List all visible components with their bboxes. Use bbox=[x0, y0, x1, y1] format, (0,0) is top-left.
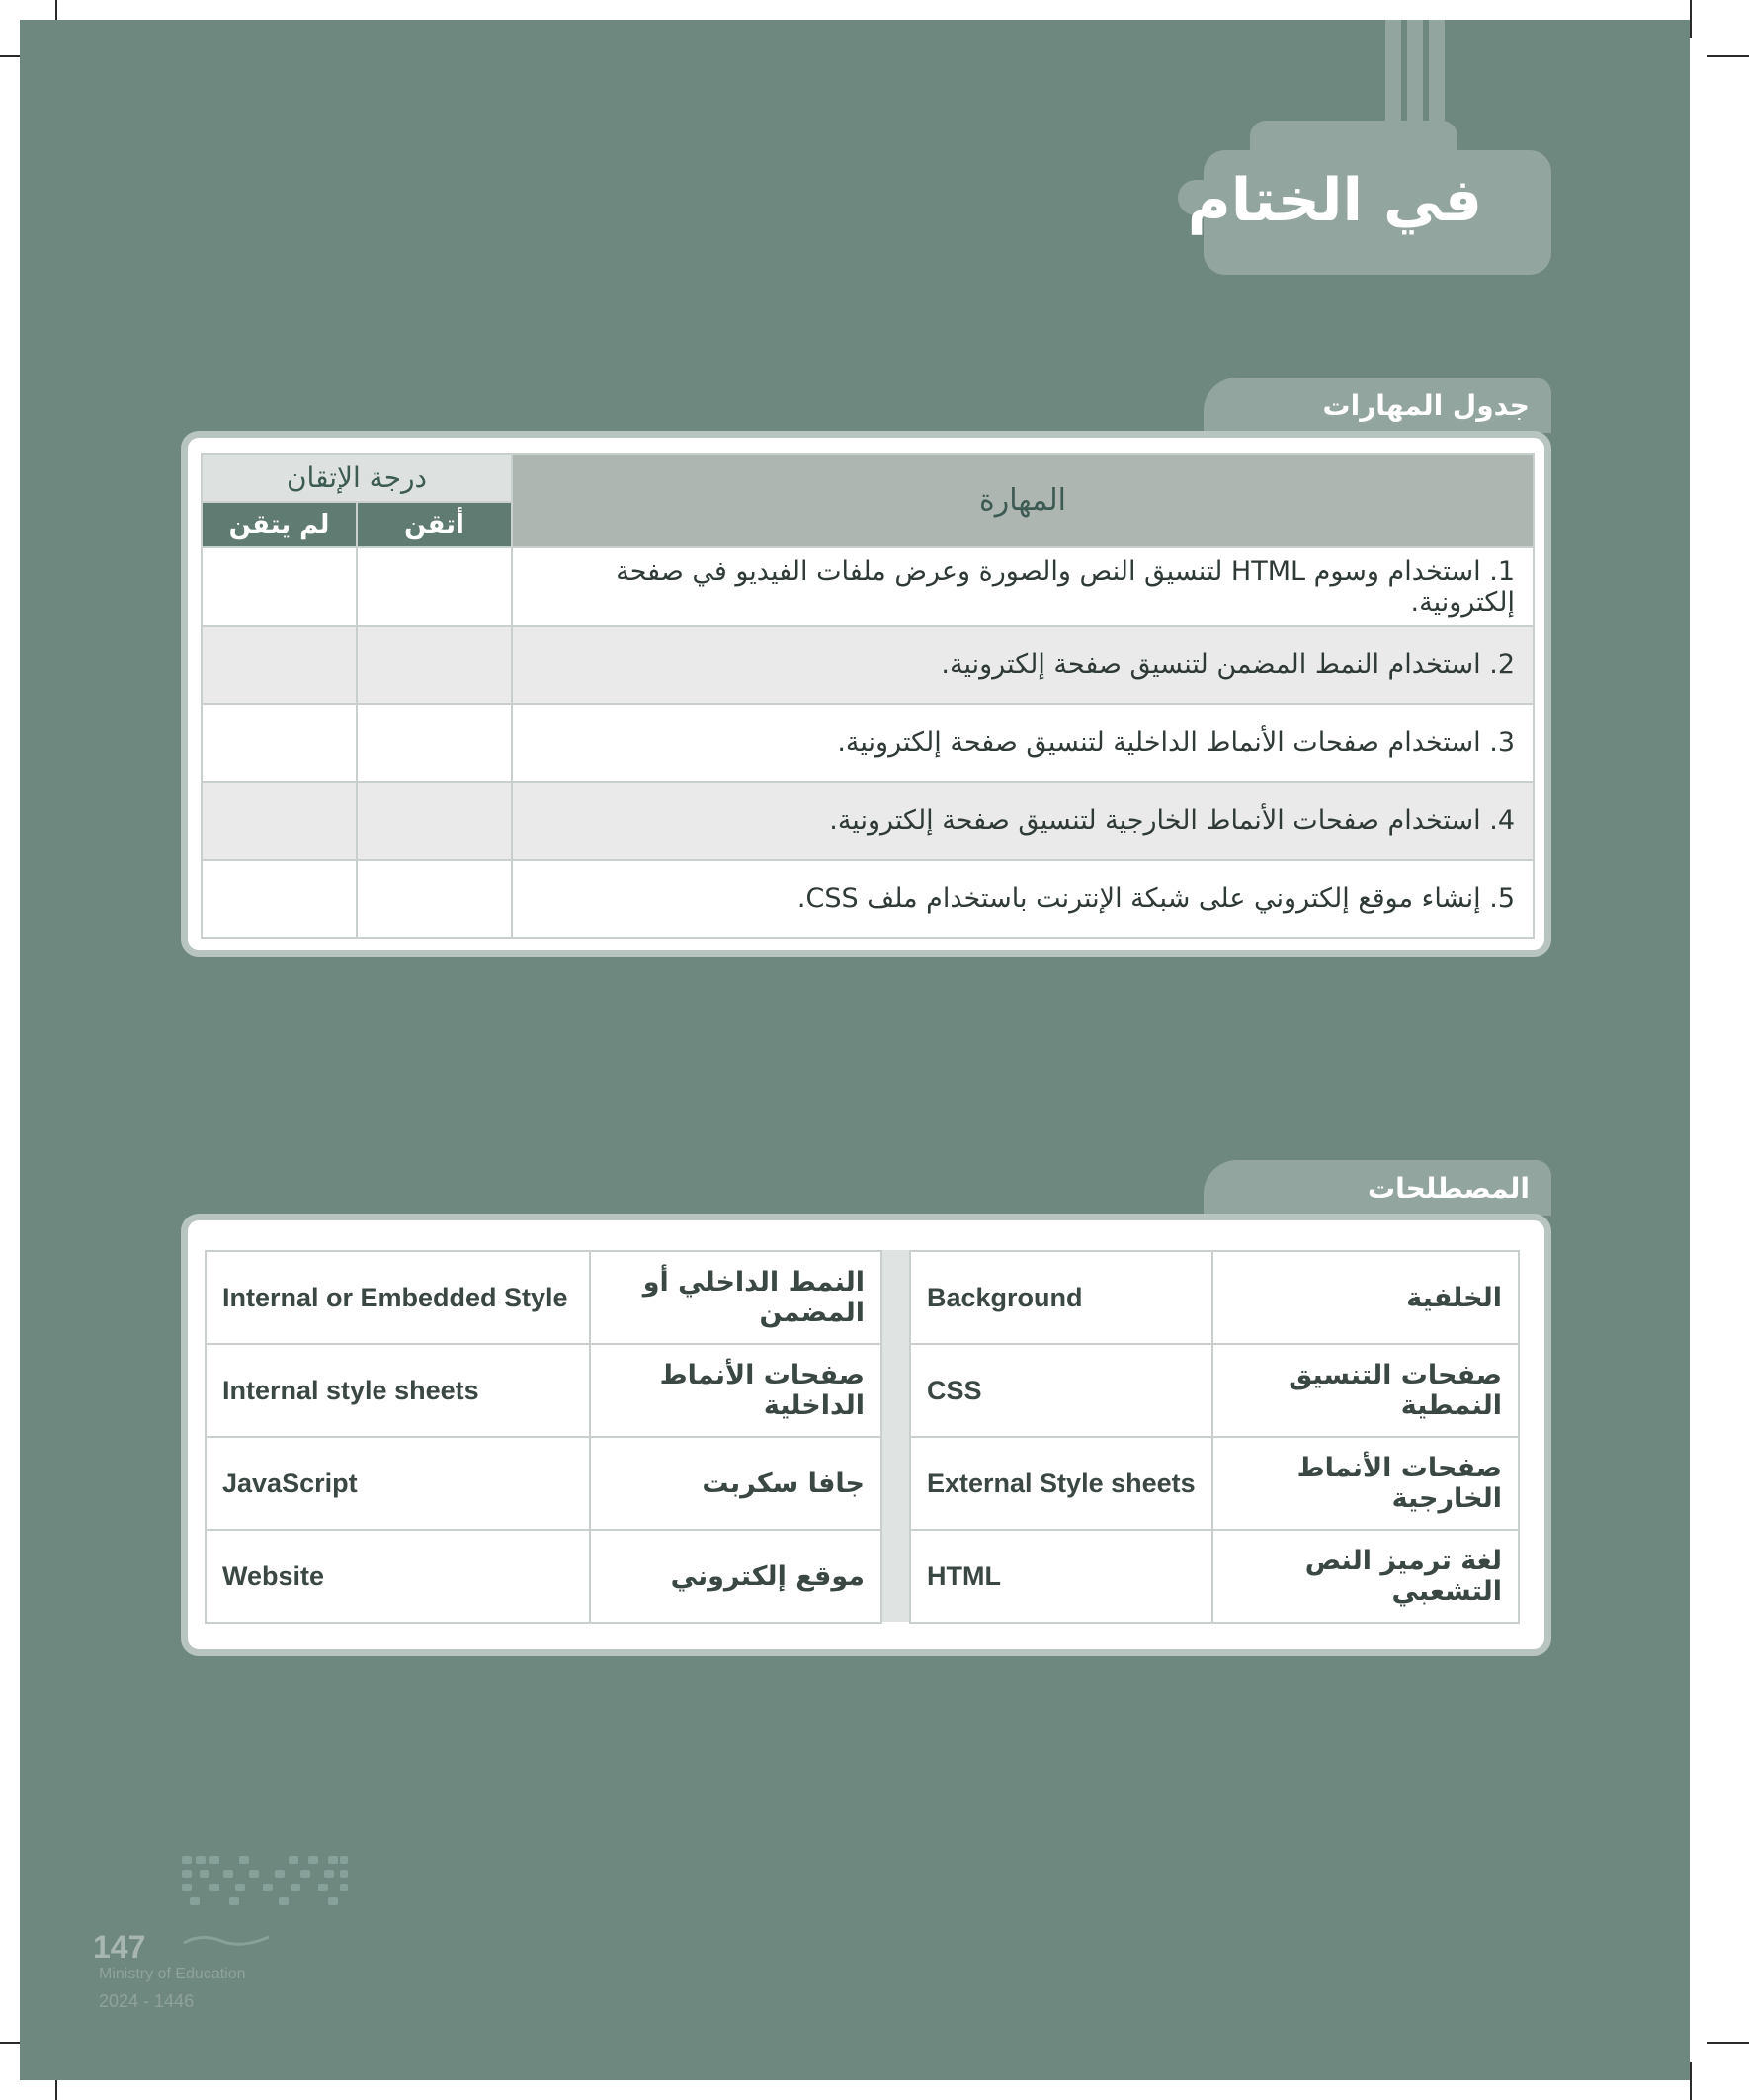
hanger-bar bbox=[1429, 20, 1445, 128]
skills-table bbox=[201, 453, 1535, 939]
term-english: HTML bbox=[910, 1530, 1212, 1623]
terms-card bbox=[181, 1214, 1551, 1656]
mastered-checkbox-cell[interactable] bbox=[357, 782, 512, 860]
terms-section-title: المصطلحات bbox=[1204, 1160, 1551, 1216]
term-english: JavaScript bbox=[206, 1437, 590, 1530]
terms-table-right bbox=[909, 1250, 1520, 1624]
skill-cell: 5. إنشاء موقع إلكتروني على شبكة الإنترنت باستخدام ملف CSS. bbox=[512, 860, 1534, 938]
term-row bbox=[910, 1251, 1519, 1344]
skills-card bbox=[181, 431, 1551, 957]
ministry-logo-icon bbox=[180, 1854, 350, 1907]
term-english: External Style sheets bbox=[910, 1437, 1212, 1530]
table-row bbox=[202, 782, 1534, 860]
not-mastered-checkbox-cell[interactable] bbox=[202, 547, 357, 626]
skill-cell: 3. استخدام صفحات الأنماط الداخلية لتنسيق صفحة إلكترونية. bbox=[512, 704, 1534, 782]
skill-cell: 2. استخدام النمط المضمن لتنسيق صفحة إلكترونية. bbox=[512, 626, 1534, 704]
term-arabic: النمط الداخلي أو المضمن bbox=[590, 1251, 881, 1344]
table-row bbox=[202, 547, 1534, 626]
not-mastered-checkbox-cell[interactable] bbox=[202, 626, 357, 704]
term-arabic: جافا سكربت bbox=[590, 1437, 881, 1530]
not-mastered-column-header: لم يتقن bbox=[202, 502, 357, 547]
term-row bbox=[910, 1437, 1519, 1530]
crop-mark bbox=[1690, 0, 1692, 38]
term-english: Internal or Embedded Style bbox=[206, 1251, 590, 1344]
term-row bbox=[206, 1251, 881, 1344]
term-english: Website bbox=[206, 1530, 590, 1623]
term-arabic: الخلفية bbox=[1212, 1251, 1519, 1344]
mastery-column-header: درجة الإتقان bbox=[202, 454, 512, 502]
ministry-name: Ministry of Education bbox=[99, 1966, 246, 1982]
hanger-bar bbox=[1407, 20, 1423, 128]
crop-mark bbox=[1707, 55, 1749, 57]
table-row bbox=[202, 860, 1534, 938]
crop-mark bbox=[1707, 2042, 1749, 2044]
mastered-checkbox-cell[interactable] bbox=[357, 704, 512, 782]
term-row bbox=[206, 1344, 881, 1437]
term-arabic: صفحات التنسيق النمطية bbox=[1212, 1344, 1519, 1437]
term-english: CSS bbox=[910, 1344, 1212, 1437]
not-mastered-checkbox-cell[interactable] bbox=[202, 860, 357, 938]
term-english: Internal style sheets bbox=[206, 1344, 590, 1437]
mastered-column-header: أتقن bbox=[357, 502, 512, 547]
table-row bbox=[202, 704, 1534, 782]
not-mastered-checkbox-cell[interactable] bbox=[202, 782, 357, 860]
mastered-checkbox-cell[interactable] bbox=[357, 860, 512, 938]
edition-year: 2024 - 1446 bbox=[99, 1991, 195, 2011]
mastered-checkbox-cell[interactable] bbox=[357, 626, 512, 704]
page-title: في الختام bbox=[1187, 166, 1482, 235]
term-row bbox=[910, 1530, 1519, 1623]
terms-divider bbox=[882, 1250, 909, 1622]
skills-section-title: جدول المهارات bbox=[1204, 378, 1551, 433]
hanger-bar bbox=[1385, 20, 1401, 128]
page-number: 147 bbox=[93, 1929, 146, 1965]
skill-column-header: المهارة bbox=[512, 454, 1534, 547]
table-row bbox=[202, 626, 1534, 704]
term-arabic: موقع إلكتروني bbox=[590, 1530, 881, 1623]
term-arabic: لغة ترميز النص التشعبي bbox=[1212, 1530, 1519, 1623]
skill-cell: 1. استخدام وسوم HTML لتنسيق النص والصورة وعرض ملفات الفيديو في صفحة إلكترونية. bbox=[512, 547, 1534, 626]
skill-cell: 4. استخدام صفحات الأنماط الخارجية لتنسيق صفحة إلكترونية. bbox=[512, 782, 1534, 860]
term-english: Background bbox=[910, 1251, 1212, 1344]
terms-table-left bbox=[205, 1250, 882, 1624]
page-background bbox=[20, 20, 1690, 2080]
term-row bbox=[910, 1344, 1519, 1437]
term-arabic: صفحات الأنماط الداخلية bbox=[590, 1344, 881, 1437]
not-mastered-checkbox-cell[interactable] bbox=[202, 704, 357, 782]
crop-mark bbox=[1690, 2062, 1692, 2100]
mastered-checkbox-cell[interactable] bbox=[357, 547, 512, 626]
term-arabic: صفحات الأنماط الخارجية bbox=[1212, 1437, 1519, 1530]
term-row bbox=[206, 1437, 881, 1530]
term-row bbox=[206, 1530, 881, 1623]
ministry-arabic-logotype-icon bbox=[182, 1929, 271, 1947]
